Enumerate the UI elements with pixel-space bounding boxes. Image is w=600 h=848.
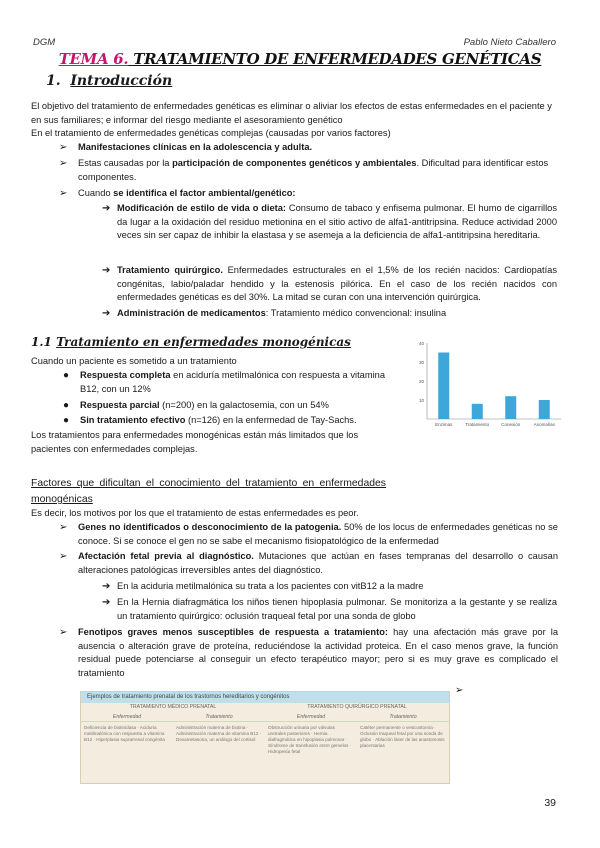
subsection-number: 1.1 [31,335,52,349]
y-tick-label: 10 [418,398,424,403]
header-author-right: Pablo Nieto Caballero [463,37,556,48]
chart-bar [472,404,483,419]
item-bold: Fenotipos graves menos susceptibles de respuesta a tratamiento: [78,627,388,637]
bullet-dot-icon: ● [63,370,70,381]
arrow-bullet-icon: ➢ [59,188,68,199]
arrow-bullet-icon: ➢ [59,142,68,153]
arrow-bullet-icon: ➢ [59,158,68,169]
response-item [63,369,385,396]
chart-svg [391,333,565,453]
arrow-bullet-icon: ➢ [59,551,68,562]
table-cell: Obstrucción urinaria por válvulas uretrales posteriores · Hernia diafragmática en hipoplasia pulmonar · Síndrome de transfusión entre gemelos · Hidropesía fetal [268,725,352,754]
section-heading-intro [46,75,172,89]
arrow-bullet-icon: ➢ [59,522,68,533]
arrow-bullet-icon: ➢ [455,685,464,696]
right-arrow-icon: ➔ [102,581,111,592]
item-bold: participación de componentes genéticos y ambientales [172,158,417,168]
factors-heading: Factores que dificultan el conocimiento del tratamiento en enfermedades monogénicas [31,478,386,505]
item-bold: Respuesta parcial [80,400,160,410]
chart-bar [505,396,516,419]
monogenic-intro: Cuando un paciente es sometido a un tratamiento [31,356,237,366]
table-col-header: Tratamiento [205,714,233,720]
title-text: TRATAMIENTO DE ENFERMEDADES GENÉTICAS [128,50,542,68]
table-group-surgical: TRATAMIENTO QUIRÚRGICO PRENATAL [307,704,407,710]
list-item [59,141,558,155]
item-text: en aciduría metilmalónica con respuesta a vitamina B12, con un 12% [80,370,385,394]
item-text: Consumo de tabaco y enfisema pulmonar. El humo de cigarrillos da lugar a la oxidación del residuo metionina en el sitio activo de alfa1-antitripsina. Reduce actividad 2000 veces sin ser capaz de inhibir la elastasa y se asemeja a la deficiencia de alfa1-antitripsina hereditaria. [117,203,557,241]
prenatal-treatment-table [80,691,450,784]
item-text: En la Hernia diafragmática los niños tienen hipoplasia pulmonar. Se monitoriza a la gestante y se realiza un tratamiento quirúrgico: oclusión traqueal fetal por una sonda de globo [117,597,557,621]
monogenic-closing: Los tratamientos para enfermedades monogénicas están más limitados que los pacientes con enfermedades complejas. [31,430,359,454]
complex-paragraph: En el tratamiento de enfermedades genéticas complejas (causadas por varios factores) [31,128,391,138]
page-title [0,50,600,68]
section-number: 1. [46,73,61,89]
table-cell: Administración materna de biotina · Administración materna de vitamina B12 · Dexametasona, un análogo del cortisol [176,725,262,742]
item-bold: se identifica el factor ambiental/genético: [113,188,296,198]
sub-list-item [102,264,558,305]
item-text: . Dificultad para identificar estos componentes. [78,158,549,182]
item-text: hay una afectación más grave por la ausencia o alteración grave de proteína, reduciéndose la actividad proteica. En el caso menos grave, la función residual puede potenciarse al conseguir un efecto terapéutico mayor; pero si es muy grave es complicado el tratamiento [78,627,558,678]
chart-bar [539,400,550,419]
bullet-dot-icon: ● [63,415,70,426]
item-bold: Modificación de estilo de vida o dieta: [117,203,287,213]
item-text: 50% de los locus de enfermedades genéticas no se conoce. Si se conoce el gen no se sabe el mecanismo fisiopatológico de la enfermedad [78,522,558,546]
section-title: Introducción [70,73,173,89]
table-title: Ejemplos de tratamiento prenatal de los trastornos hereditarios y congénitos [81,692,449,703]
y-tick-label: 40 [418,341,424,346]
item-text: : Tratamiento médico convencional: insulina [265,308,447,318]
factor-item [59,550,558,577]
table-group-medical: TRATAMIENTO MÉDICO PRENATAL [129,704,217,710]
x-category-label: Conexión [501,422,521,427]
item-text: (n=200) en la galactosemia, con un 54% [159,400,329,410]
item-text: (n=126) en la enfermedad de Tay-Sachs. [185,415,357,425]
sub-list-item [102,307,557,321]
right-arrow-icon: ➔ [102,597,111,608]
sub-list-item [102,596,557,623]
response-bar-chart [391,333,565,453]
subsection-title: Tratamiento en enfermedades monogénicas [56,335,351,349]
table-row [81,722,449,755]
factor-item [59,626,558,680]
intro-paragraph: El objetivo del tratamiento de enfermedades genéticas es eliminar o aliviar los efectos de estas enfermedades en el paciente y en sus familiares; e informar del riesgo mediante el asesoramiento genético [31,101,552,125]
table-col-header: Tratamiento [389,714,417,720]
item-bold: Afectación fetal previa al diagnóstico. [78,551,254,561]
bullet-dot-icon: ● [63,400,70,411]
x-category-label: Enzimas [435,422,453,427]
x-category-label: Tratamiento [465,422,490,427]
item-bold: Manifestaciones clínicas en la adolescencia y adulta. [78,142,313,152]
list-item [59,187,558,201]
y-tick-label: 30 [418,360,424,365]
x-category-label: Anomalías [533,422,555,427]
sub-list-item [102,202,557,243]
factor-item [59,521,558,548]
response-item [63,399,390,413]
table-cell: Catéter permanente o vesicostomía · Oclusión traqueal fetal por una sonda de globo · Ablación láser de las anastomosis placentarias [360,725,445,748]
item-text: Enfermedades estructurales en el 1,5% de los recién nacidos: Cardiopatías congénitas, labio/paladar hendido y la estenosis pilórica. En el caso de los recién nacidos con enfermedades genéticas es del 30%. La mitad se curan con una intervención quirúrgica. [117,265,558,303]
item-text: Cuando [78,188,114,198]
table-group-row [81,703,449,712]
subsection-heading [31,336,351,350]
item-text: Mutaciones que actúan en fases tempranas del desarrollo o causan alteraciones patológicas irreversibles antes del diagnóstico. [78,551,558,575]
table-col-header: Enfermedad [296,714,326,720]
y-tick-label: 20 [418,379,424,384]
arrow-bullet-icon: ➢ [59,627,68,638]
right-arrow-icon: ➔ [102,308,111,319]
table-col-header: Enfermedad [112,714,142,720]
response-item [63,414,390,428]
item-text: Estas causadas por la [78,158,173,168]
right-arrow-icon: ➔ [102,265,111,276]
item-bold: Respuesta completa [80,370,171,380]
item-text: En la aciduria metilmalónica su trata a los pacientes con vitB12 a la madre [117,581,424,591]
header-author-left: DGM [33,37,56,48]
chart-bar [438,353,449,420]
item-bold: Sin tratamiento efectivo [80,415,186,425]
table-header-row [81,712,449,722]
item-bold: Administración de medicamentos [117,308,266,318]
page-number: 39 [544,797,556,809]
item-bold: Tratamiento quirúrgico. [117,265,223,275]
list-item [59,157,558,184]
right-arrow-icon: ➔ [102,203,111,214]
sub-list-item [102,580,557,594]
title-number: TEMA 6. [58,50,129,68]
table-cell: Deficiencia de biotinidasa · Aciduria metilmalónica con respuesta a vitamina B12 · Hiperplasia suprarrenal congénita [84,725,165,742]
item-bold: Genes no identificados o desconocimiento de la patogenia. [78,522,342,532]
factors-intro: Es decir, los motivos por los que el tratamiento de estas enfermedades es peor. [31,508,359,518]
